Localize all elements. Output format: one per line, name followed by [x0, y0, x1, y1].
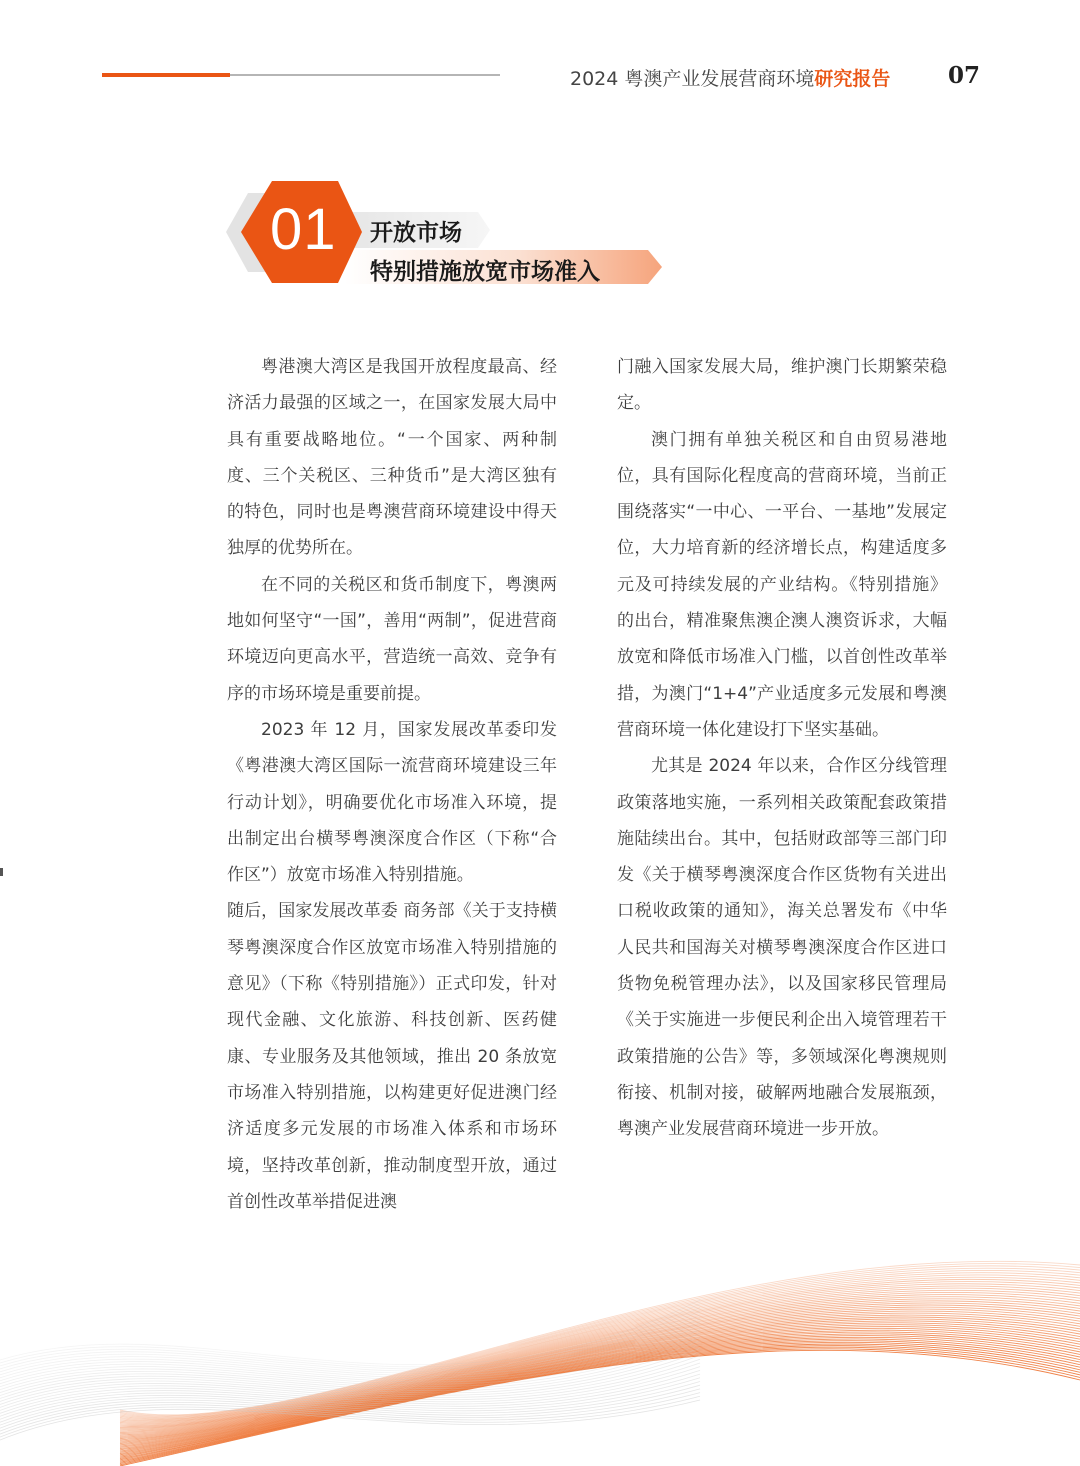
paragraph: 尤其是 2024 年以来，合作区分线管理政策落地实施，一系列相关政策配套政策措施陆续出台。其中，包括财政部等三部门印发《关于横琴粤澳深度合作区货物有关进出口税收政策的通知》，海关总署发布《中华人民共和国海关对横琴粤澳深度合作区进口货物免税管理办法》，以及国家移民管理局《关于实施进一步便民利企出入境管理若干政策措施的公告》等，多领域深化粤澳规则衔接、机制对接，破解两地融合发展瓶颈，粤澳产业发展营商环境进一步开放。	[617, 756, 947, 1140]
section-badge	[0, 0, 1080, 330]
section-title-line2: 特别措施放宽市场准入	[370, 259, 600, 285]
section-title-line1: 开放市场	[370, 220, 462, 246]
decorative-wave-lines	[0, 1240, 1080, 1466]
page-number: 07	[948, 62, 981, 89]
paragraph: 随后，国家发展改革委 商务部《关于支持横琴粤澳深度合作区放宽市场准入特别措施的意见》（下称《特别措施》）正式印发，针对现代金融、文化旅游、科技创新、医药健康、专业服务及其他领域，推出 20 条放宽市场准入特别措施，以构建更好促进澳门经济适度多元发展的市场准入体系和市场环境，坚持改革创新，推动制度型开放，通过首创性改革举措促进澳	[227, 901, 557, 1212]
paragraph: 2023 年 12 月，国家发展改革委印发《粤港澳大湾区国际一流营商环境建设三年行动计划》，明确要优化市场准入环境，提出制定出台横琴粤澳深度合作区（下称“合作区”）放宽市场准入特别措施。	[227, 719, 557, 886]
left-text-column	[227, 349, 557, 1220]
section-number: 01	[270, 197, 337, 262]
paragraph: 门融入国家发展大局，维护澳门长期繁荣稳定。	[617, 357, 947, 414]
header-title-prefix: 2024 粤澳产业发展营商环境	[570, 68, 815, 90]
paragraph: 粤港澳大湾区是我国开放程度最高、经济活力最强的区域之一，在国家发展大局中具有重要战略地位。“一个国家、两种制度、三个关税区、三种货币”是大湾区独有的特色，同时也是粤澳营商环境建设中得天独厚的优势所在。	[227, 357, 557, 559]
right-text-column	[617, 349, 947, 1148]
header-title-highlight: 研究报告	[814, 68, 891, 90]
paragraph: 澳门拥有单独关税区和自由贸易港地位，具有国际化程度高的营商环境，当前正围绕落实“一中心、一平台、一基地”发展定位，大力培育新的经济增长点，构建适度多元及可持续发展的产业结构。《特别措施》的出台，精准聚焦澳企澳人澳资诉求，大幅放宽和降低市场准入门槛，以首创性改革举措，为澳门“1+4”产业适度多元发展和粤澳营商环境一体化建设打下坚实基础。	[617, 429, 947, 740]
margin-mark	[0, 868, 3, 876]
paragraph: 在不同的关税区和货币制度下，粤澳两地如何坚守“一国”，善用“两制”，促进营商环境迈向更高水平，营造统一高效、竞争有序的市场环境是重要前提。	[227, 574, 557, 704]
